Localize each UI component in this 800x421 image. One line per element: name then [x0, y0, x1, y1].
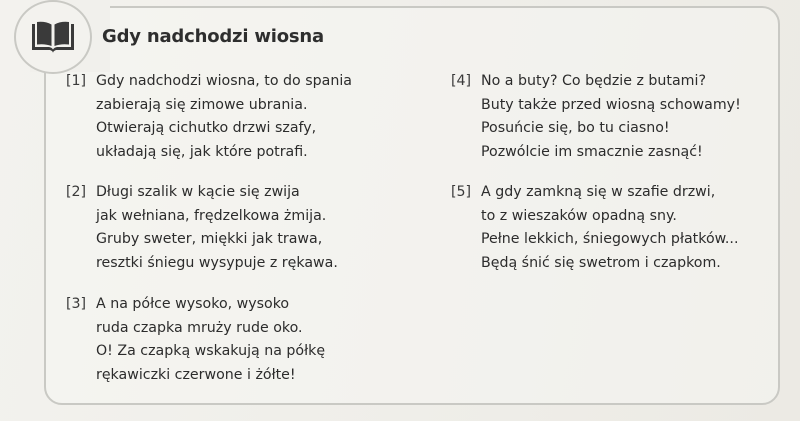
- verse-line: Posuńcie się, bo tu ciasno!: [481, 120, 670, 136]
- verse-line: to z wieszaków opadną sny.: [481, 207, 677, 224]
- stanza-2-number: [2]: [66, 184, 87, 200]
- stanza-5-line-1: [451, 181, 738, 205]
- stanza-4-number: [4]: [451, 73, 472, 89]
- verse-line: O! Za czapką wskakują na półkę: [96, 343, 326, 359]
- stanza-2-line-1: [66, 181, 338, 205]
- stanza-5: [451, 181, 738, 275]
- verse-line: Będą śnić się swetrom i czapkom.: [481, 254, 721, 271]
- stanza-4-line-1: [451, 70, 741, 94]
- stanza-1-line-1: [66, 70, 352, 94]
- verse-line: układają się, jak które potrafi.: [96, 143, 308, 160]
- verse-line: Buty także przed wiosną schowamy!: [481, 96, 741, 113]
- verse-line: A gdy zamkną się w szafie drzwi,: [481, 184, 716, 200]
- verse-line: Gdy nadchodzi wiosna, to do spania: [96, 73, 352, 89]
- verse-line: A na półce wysoko, wysoko: [96, 296, 290, 312]
- verse-line: rękawiczki czerwone i żółte!: [96, 366, 296, 383]
- verse-line: Gruby sweter, miękki jak trawa,: [96, 231, 323, 247]
- verse-line: Długi szalik w kącie się zwija: [96, 184, 300, 200]
- stanza-3-number: [3]: [66, 296, 87, 312]
- verse-line: resztki śniegu wysypuje z rękawa.: [96, 254, 338, 271]
- open-book-icon: [30, 20, 76, 54]
- verse-line: No a buty? Co będzie z butami?: [481, 73, 706, 89]
- verse-line: jak wełniana, frędzelkowa żmija.: [96, 207, 327, 224]
- stanza-1: [66, 70, 352, 164]
- verse-line: ruda czapka mruży rude oko.: [96, 319, 303, 336]
- verse-line: zabierają się zimowe ubrania.: [96, 96, 308, 113]
- verse-line: Pełne lekkich, śniegowych płatków...: [481, 231, 739, 247]
- stanza-4: [451, 70, 741, 164]
- stanza-3-line-1: [66, 293, 325, 317]
- book-badge: [14, 0, 92, 74]
- stanza-2: [66, 181, 338, 275]
- verse-line: Pozwólcie im smacznie zasnąć!: [481, 143, 703, 160]
- verse-line: Otwierają cichutko drzwi szafy,: [96, 120, 317, 136]
- stanza-3: [66, 293, 325, 387]
- stanza-1-number: [1]: [66, 73, 87, 89]
- stanza-5-number: [5]: [451, 184, 472, 200]
- poem-title: Gdy nadchodzi wiosna: [102, 26, 324, 47]
